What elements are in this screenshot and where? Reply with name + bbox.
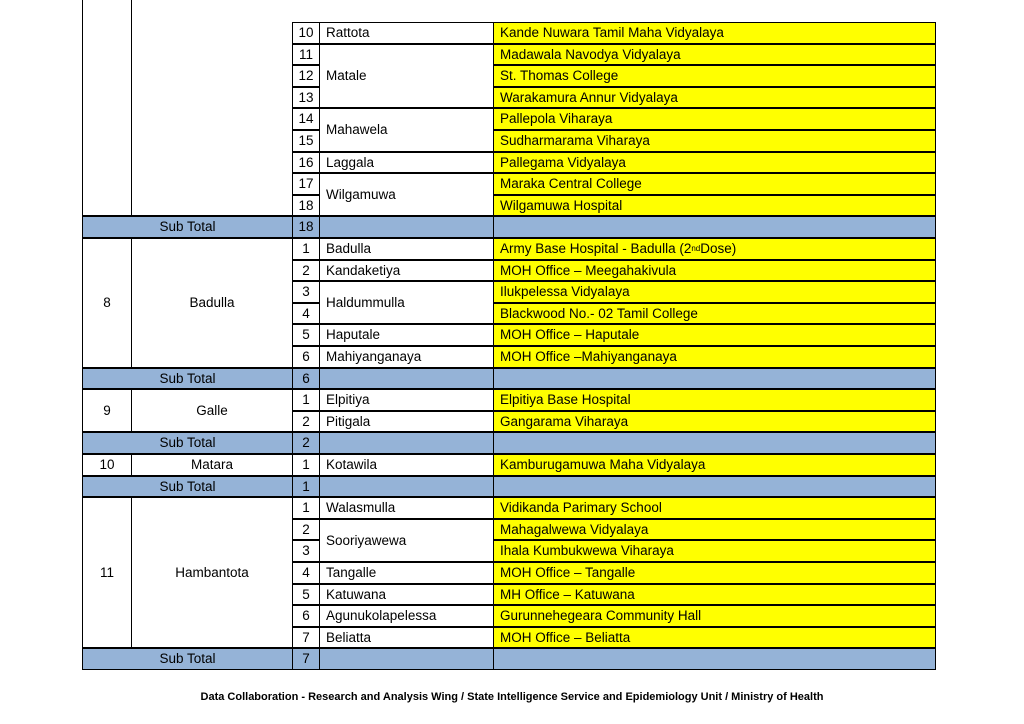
row-number: 3	[292, 281, 319, 303]
site-text: Elpitiya Base Hospital	[500, 392, 631, 408]
site-name	[493, 22, 936, 44]
division-name: Kotawila	[319, 454, 493, 476]
row-number: 4	[292, 562, 319, 584]
subtotal-count: 2	[292, 432, 319, 454]
site-text: Maraka Central College	[500, 176, 642, 192]
site-name	[493, 195, 936, 217]
site-text: Pallepola Viharaya	[500, 111, 613, 127]
subtotal-label: Sub Total	[82, 216, 292, 238]
site-text: Vidikanda Parimary School	[500, 500, 662, 516]
subtotal-blank	[493, 368, 936, 390]
subtotal-label: Sub Total	[82, 432, 292, 454]
site-text: Kande Nuwara Tamil Maha Vidyalaya	[500, 25, 724, 41]
district-name: Matara	[131, 454, 292, 476]
row-number: 5	[292, 324, 319, 346]
division-name: Haputale	[319, 324, 493, 346]
row-number: 11	[292, 44, 319, 66]
row-number: 1	[292, 454, 319, 476]
row-number: 10	[292, 22, 319, 44]
subtotal-blank	[319, 648, 493, 670]
site-name	[493, 627, 936, 649]
site-name	[493, 540, 936, 562]
row-number: 7	[292, 627, 319, 649]
division-name: Sooriyawewa	[319, 519, 493, 562]
site-text: MOH Office – Meegahakivula	[500, 262, 677, 278]
row-number: 2	[292, 519, 319, 541]
district-name-cell	[131, 0, 292, 216]
row-number: 6	[292, 346, 319, 368]
site-text: Madawala Navodya Vidyalaya	[500, 46, 681, 62]
row-number: 15	[292, 130, 319, 152]
row-number: 14	[292, 108, 319, 130]
site-text: Gurunnehegeara Community Hall	[500, 608, 702, 624]
subtotal-blank	[319, 216, 493, 238]
site-text: Kamburugamuwa Maha Vidyalaya	[500, 457, 706, 473]
row-number: 4	[292, 303, 319, 325]
row-number: 13	[292, 87, 319, 109]
site-name	[493, 44, 936, 66]
site-text: Sudharmarama Viharaya	[500, 133, 650, 149]
site-text: St. Thomas College	[500, 68, 619, 84]
site-text: Pallegama Vidyalaya	[500, 154, 626, 170]
division-name: Badulla	[319, 238, 493, 260]
site-name	[493, 605, 936, 627]
division-name: Mahiyanganaya	[319, 346, 493, 368]
site-name	[493, 454, 936, 476]
district-index: 8	[82, 238, 131, 368]
row-number: 16	[292, 152, 319, 174]
division-name: Rattota	[319, 22, 493, 44]
subtotal-count: 6	[292, 368, 319, 390]
site-name	[493, 260, 936, 282]
district-index: 9	[82, 389, 131, 432]
district-index: 10	[82, 454, 131, 476]
subtotal-blank	[493, 432, 936, 454]
division-name: Wilgamuwa	[319, 173, 493, 216]
site-text: Wilgamuwa Hospital	[500, 197, 623, 213]
subtotal-count: 7	[292, 648, 319, 670]
site-text: Warakamura Annur Vidyalaya	[500, 89, 678, 105]
division-name: Walasmulla	[319, 497, 493, 519]
row-number: 2	[292, 260, 319, 282]
division-name: Haldummulla	[319, 281, 493, 324]
site-name	[493, 152, 936, 174]
site-name	[493, 108, 936, 130]
division-name: Katuwana	[319, 584, 493, 606]
site-text-tail: Dose)	[700, 241, 737, 257]
division-name: Kandaketiya	[319, 260, 493, 282]
division-name: Mahawela	[319, 108, 493, 151]
subtotal-count: 18	[292, 216, 319, 238]
division-name: Pitigala	[319, 411, 493, 433]
site-text: Ilukpelessa Vidyalaya	[500, 284, 630, 300]
site-name	[493, 389, 936, 411]
division-name: Matale	[319, 44, 493, 109]
division-name: Tangalle	[319, 562, 493, 584]
page-footer: Data Collaboration - Research and Analysis Wing / State Intelligence Service and Epidemiology Unit / Ministry of Health	[200, 691, 824, 703]
site-name	[493, 173, 936, 195]
district-index: 11	[82, 497, 131, 648]
subtotal-blank	[493, 648, 936, 670]
site-name	[493, 346, 936, 368]
division-name: Elpitiya	[319, 389, 493, 411]
subtotal-blank	[493, 216, 936, 238]
subtotal-blank	[319, 368, 493, 390]
site-text: Mahagalwewa Vidyalaya	[500, 521, 649, 537]
site-text: Ihala Kumbukwewa Viharaya	[500, 543, 674, 559]
site-text: Blackwood No.- 02 Tamil College	[500, 305, 698, 321]
site-name	[493, 281, 936, 303]
site-name	[493, 411, 936, 433]
row-number: 6	[292, 605, 319, 627]
division-name: Laggala	[319, 152, 493, 174]
district-name: Badulla	[131, 238, 292, 368]
site-name	[493, 584, 936, 606]
site-text: MOH Office –Mahiyanganaya	[500, 349, 677, 365]
site-text: MOH Office – Beliatta	[500, 629, 631, 645]
site-text: MOH Office – Haputale	[500, 327, 640, 343]
row-number: 2	[292, 411, 319, 433]
subtotal-blank	[319, 432, 493, 454]
site-name: Army Base Hospital - Badulla (2 nd Dose)	[493, 238, 936, 260]
subtotal-count: 1	[292, 476, 319, 498]
site-name	[493, 324, 936, 346]
subtotal-blank	[493, 476, 936, 498]
site-text: MH Office – Katuwana	[500, 586, 635, 602]
row-number: 3	[292, 540, 319, 562]
site-name	[493, 497, 936, 519]
row-number: 5	[292, 584, 319, 606]
division-name: Agunukolapelessa	[319, 605, 493, 627]
site-name	[493, 87, 936, 109]
district-name: Galle	[131, 389, 292, 432]
subtotal-label: Sub Total	[82, 368, 292, 390]
site-name	[493, 519, 936, 541]
row-number: 1	[292, 497, 319, 519]
site-name	[493, 65, 936, 87]
site-text: MOH Office – Tangalle	[500, 565, 636, 581]
district-name: Hambantota	[131, 497, 292, 648]
row-number: 1	[292, 238, 319, 260]
subtotal-blank	[319, 476, 493, 498]
row-number: 18	[292, 195, 319, 217]
site-name	[493, 130, 936, 152]
site-text: Army Base Hospital - Badulla (2	[500, 241, 692, 257]
site-text: Gangarama Viharaya	[500, 413, 629, 429]
row-number: 12	[292, 65, 319, 87]
subtotal-label: Sub Total	[82, 648, 292, 670]
site-name	[493, 562, 936, 584]
division-name: Beliatta	[319, 627, 493, 649]
row-number: 17	[292, 173, 319, 195]
subtotal-label: Sub Total	[82, 476, 292, 498]
row-number: 1	[292, 389, 319, 411]
site-name	[493, 303, 936, 325]
district-index-cell	[82, 0, 131, 216]
